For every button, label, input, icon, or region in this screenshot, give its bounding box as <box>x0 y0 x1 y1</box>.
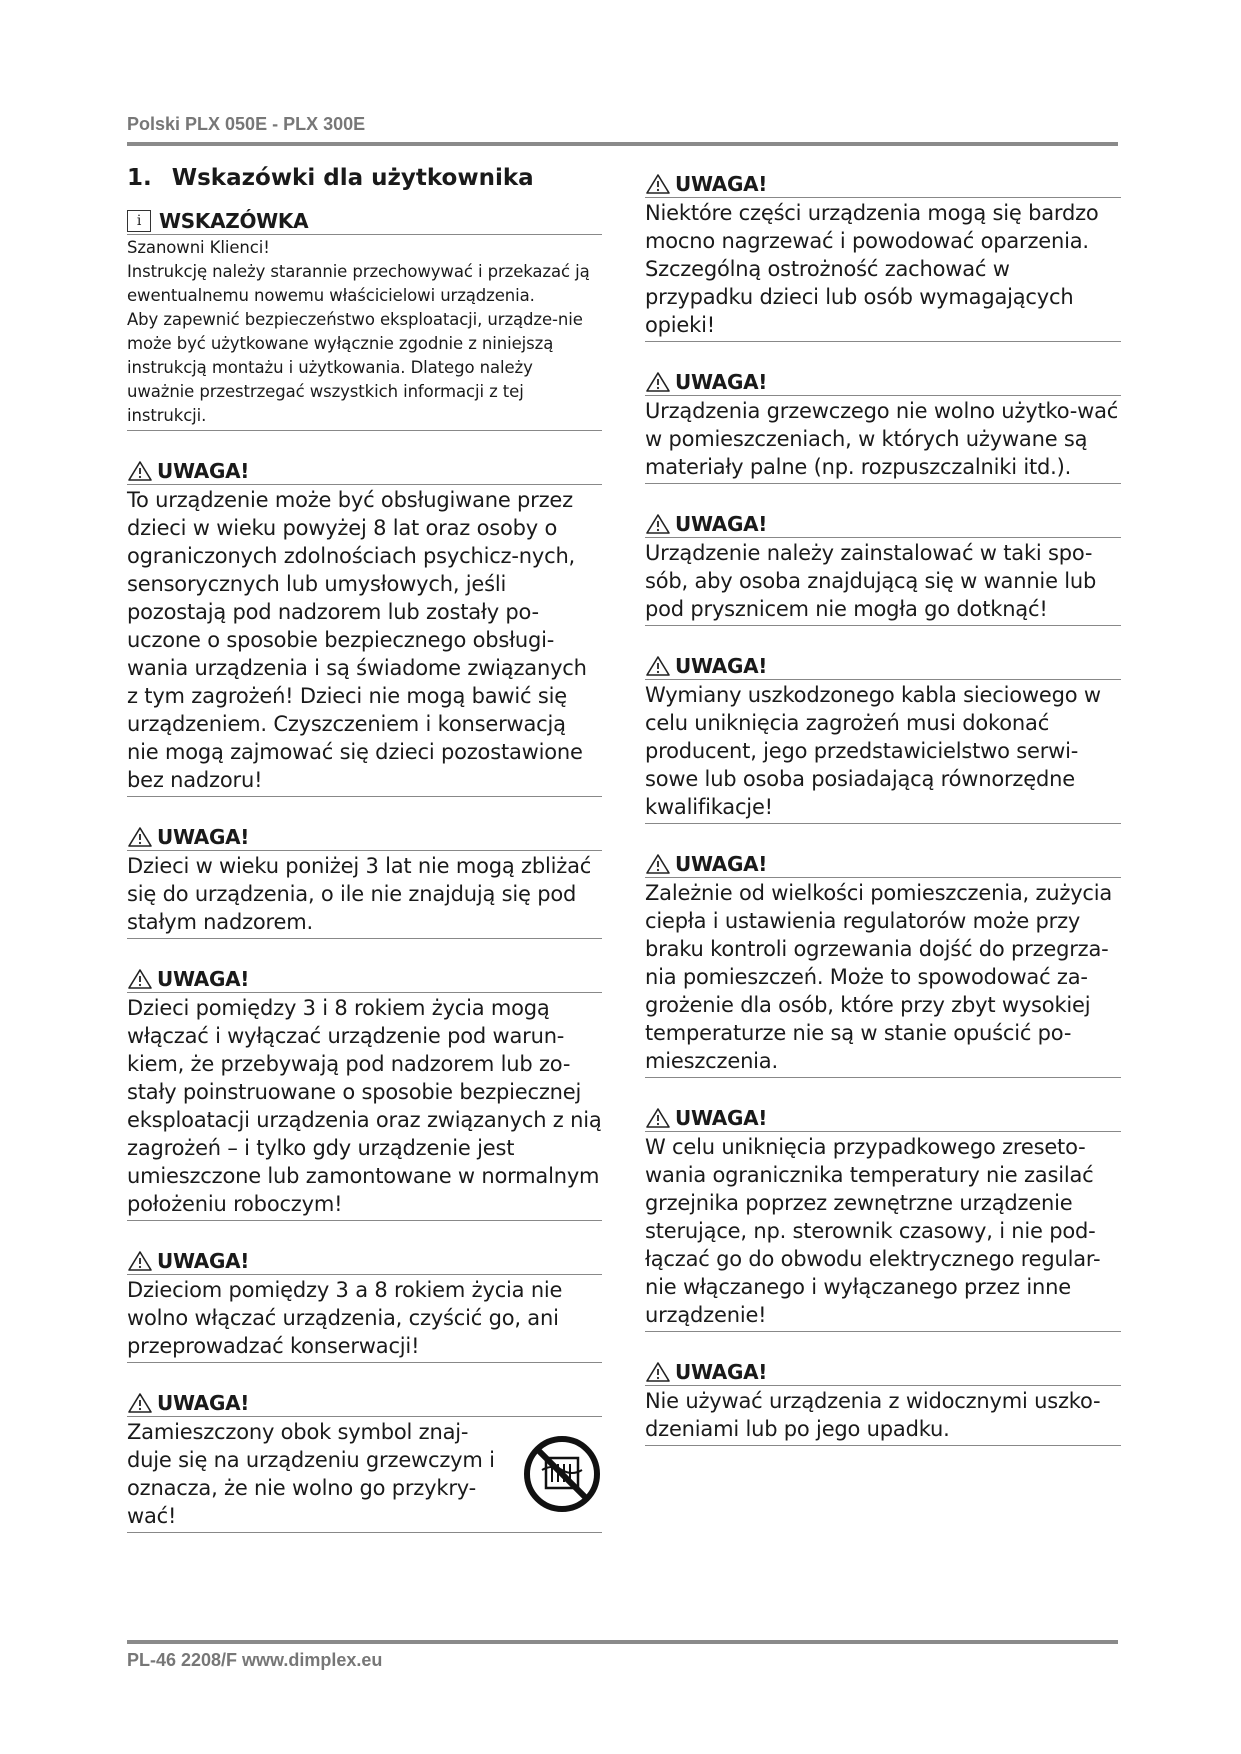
note-body <box>127 235 602 431</box>
warning-icon <box>645 173 671 195</box>
warning-heading-text: UWAGA! <box>157 459 250 483</box>
warning-heading <box>645 370 1121 396</box>
warning-icon <box>645 513 671 535</box>
left-column <box>127 165 602 1561</box>
warning-heading <box>645 1106 1121 1132</box>
warning-icon <box>645 655 671 677</box>
section-title <box>127 165 602 191</box>
warning-heading-text: UWAGA! <box>157 825 250 849</box>
warning-text: Wymiany uszkodzonego kabla sieciowego w celu uniknięcia zagrożeń musi dokonać producent, jego przedstawicielstwo serwi-sowe lub osoba posiadającą równorzędne kwalifikacje! <box>645 680 1121 824</box>
section-title-text: Wskazówki dla użytkownika <box>171 165 534 191</box>
warning-heading <box>645 512 1121 538</box>
note-heading <box>127 209 602 235</box>
warning-text: Urządzenia grzewczego nie wolno użytko-wać w pomieszczeniach, w których używane są materiały palne (np. rozpuszczalniki itd.). <box>645 396 1121 484</box>
warning-heading <box>127 1249 602 1275</box>
warning-text: Zamieszczony obok symbol znaj-duje się na urządzeniu grzewczym i oznacza, że nie wolno go przykry-wać! <box>127 1420 495 1528</box>
warning-heading-text: UWAGA! <box>675 654 768 678</box>
note-heading-text: WSKAZÓWKA <box>159 209 309 233</box>
warning-symbol-body <box>127 1417 602 1533</box>
warning-box <box>645 512 1121 626</box>
warning-icon <box>645 853 671 875</box>
warning-icon <box>127 460 153 482</box>
warning-heading <box>127 459 602 485</box>
page-header: Polski PLX 050E - PLX 300E <box>127 114 366 134</box>
warning-heading <box>127 967 602 993</box>
warning-box <box>645 852 1121 1078</box>
warning-box <box>645 172 1121 342</box>
note-paragraph: Aby zapewnić bezpieczeństwo eksploatacji, urządze-nie może być użytkowane wyłącznie zgodnie z niniejszą instrukcją montażu i użytkowania. Dlatego należy uważnie przestrzegać wszystkich informacji z tej instrukcji. <box>127 310 583 425</box>
warning-box <box>127 967 602 1221</box>
note-paragraph: Instrukcję należy starannie przechowywać i przekazać ją ewentualnemu nowemu właścicielowi urządzenia. <box>127 262 590 305</box>
warning-text: To urządzenie może być obsługiwane przez dzieci w wieku powyżej 8 lat oraz osoby o ograniczonych zdolnościach psychicz-nych, sensorycznych lub umysłowych, jeśli pozostają pod nadzorem lub zostały po-uczone o sposobie bezpiecznego obsługi-wania urządzenia i są świadome związanych z tym zagrożeń! Dzieci nie mogą bawić się urządzeniem. Czyszczeniem i konserwacją nie mogą zajmować się dzieci pozostawione bez nadzoru! <box>127 485 602 797</box>
warning-box <box>127 825 602 939</box>
warning-box <box>645 1106 1121 1332</box>
warning-heading-text: UWAGA! <box>675 1106 768 1130</box>
warning-heading <box>645 1360 1121 1386</box>
warning-box <box>645 370 1121 484</box>
warning-icon <box>127 1250 153 1272</box>
warning-box <box>127 1249 602 1363</box>
warning-box <box>645 654 1121 824</box>
warning-text: Niektóre części urządzenia mogą się bardzo mocno nagrzewać i powodować oparzenia. Szczególną ostrożność zachować w przypadku dzieci lub osób wymagających opieki! <box>645 198 1121 342</box>
warning-icon <box>645 1361 671 1383</box>
warning-heading <box>127 825 602 851</box>
info-icon: i <box>127 210 151 232</box>
warning-icon <box>127 826 153 848</box>
warning-text: W celu uniknięcia przypadkowego zreseto-wania ogranicznika temperatury nie zasilać grzejnika poprzez zewnętrzne urządzenie sterujące, np. sterownik czasowy, i nie pod-łączać go do obwodu elektrycznego regular-nie włączanego i wyłączanego przez inne urządzenie! <box>645 1132 1121 1332</box>
header-rule <box>127 142 1118 146</box>
warning-heading-text: UWAGA! <box>675 172 768 196</box>
warning-text: Dzieci w wieku poniżej 3 lat nie mogą zbliżać się do urządzenia, o ile nie znajdują się pod stałym nadzorem. <box>127 851 602 939</box>
warning-text: Urządzenie należy zainstalować w taki spo-sób, aby osoba znajdującą się w wannie lub pod prysznicem nie mogła go dotknąć! <box>645 538 1121 626</box>
footer-rule <box>127 1640 1118 1644</box>
warning-icon <box>127 1392 153 1414</box>
warning-heading-text: UWAGA! <box>675 512 768 536</box>
warning-icon <box>127 968 153 990</box>
warning-heading <box>127 1391 602 1417</box>
warning-text: Dzieci pomiędzy 3 i 8 rokiem życia mogą włączać i wyłączać urządzenie pod warun-kiem, że przebywają pod nadzorem lub zo-stały poinstruowane o sposobie bezpiecznej eksploatacji urządzenia oraz związanych z nią zagrożeń – i tylko gdy urządzenie jest umieszczone lub zamontowane w normalnym położeniu roboczym! <box>127 993 602 1221</box>
do-not-cover-icon <box>522 1434 602 1514</box>
warning-icon <box>645 1107 671 1129</box>
warning-box-symbol <box>127 1391 602 1533</box>
warning-box <box>127 459 602 797</box>
warning-heading-text: UWAGA! <box>157 967 250 991</box>
warning-heading <box>645 172 1121 198</box>
warning-text: Nie używać urządzenia z widocznymi uszko-dzeniami lub po jego upadku. <box>645 1386 1121 1446</box>
section-number: 1. <box>127 165 152 191</box>
page-footer: PL-46 2208/F www.dimplex.eu <box>127 1650 383 1670</box>
warning-icon <box>645 371 671 393</box>
warning-text: Zależnie od wielkości pomieszczenia, zużycia ciepła i ustawienia regulatorów może przy braku kontroli ogrzewania dojść do przegrza-nia pomieszczeń. Może to spowodować za-grożenie dla osób, które przy zbyt wysokiej temperaturze nie są w stanie opuścić po-mieszczenia. <box>645 878 1121 1078</box>
warning-box <box>645 1360 1121 1446</box>
warning-heading-text: UWAGA! <box>157 1391 250 1415</box>
warning-heading <box>645 852 1121 878</box>
warning-heading-text: UWAGA! <box>675 370 768 394</box>
warning-heading-text: UWAGA! <box>675 1360 768 1384</box>
warning-heading <box>645 654 1121 680</box>
note-paragraph: Szanowni Klienci! <box>127 238 270 257</box>
warning-text: Dzieciom pomiędzy 3 a 8 rokiem życia nie wolno włączać urządzenia, czyścić go, ani przeprowadzać konserwacji! <box>127 1275 602 1363</box>
right-column <box>645 172 1121 1474</box>
warning-heading-text: UWAGA! <box>157 1249 250 1273</box>
note-box <box>127 209 602 431</box>
warning-heading-text: UWAGA! <box>675 852 768 876</box>
